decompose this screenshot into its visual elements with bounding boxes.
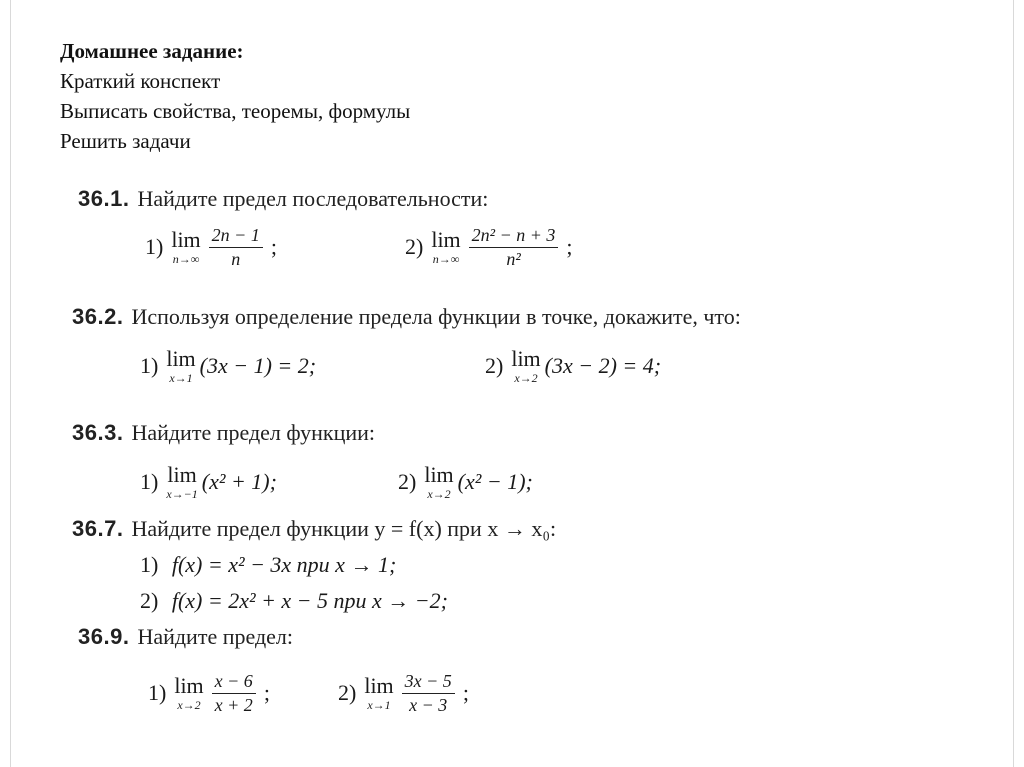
problem-36-9-item-1 bbox=[148, 672, 270, 715]
item-label: 1) bbox=[140, 353, 159, 378]
problem-36-3 bbox=[72, 420, 375, 446]
problem-text: Найдите предел функции: bbox=[131, 420, 375, 445]
fraction bbox=[209, 226, 263, 269]
problem-36-7 bbox=[72, 516, 556, 542]
item-label: 2) bbox=[485, 353, 504, 378]
limit-operator: lim x→1 bbox=[166, 346, 196, 385]
problem-number: 36.2. bbox=[72, 304, 124, 329]
limit-subscript: x→2 bbox=[177, 698, 201, 713]
fraction bbox=[212, 672, 256, 715]
problem-36-3-item-1 bbox=[140, 464, 277, 500]
limit-subscript: n→∞ bbox=[172, 252, 200, 267]
problem-36-2 bbox=[72, 304, 741, 330]
problem-36-1-item-1 bbox=[145, 226, 277, 269]
item-label: 1) bbox=[145, 234, 164, 260]
problem-text: Найдите предел функции y = f(x) при x → x₀: bbox=[131, 516, 557, 541]
item-end: ; bbox=[263, 680, 270, 706]
item-expression: f(x) = x² − 3x при x → 1; bbox=[171, 552, 397, 577]
item-expression: (x² + 1); bbox=[201, 469, 277, 494]
fraction-numerator: 2n² − n + 3 bbox=[469, 226, 559, 248]
limit-operator: lim x→2 bbox=[424, 462, 454, 501]
problem-36-1 bbox=[78, 186, 488, 212]
problem-number: 36.1. bbox=[78, 186, 130, 211]
fraction-numerator: 3x − 5 bbox=[402, 672, 455, 694]
item-expression: (3x − 1) = 2; bbox=[199, 353, 317, 378]
homework-title: Домашнее задание: bbox=[60, 39, 244, 63]
limit-operator: lim x→1 bbox=[364, 673, 394, 713]
item-label: 1) bbox=[140, 552, 159, 577]
fraction bbox=[402, 672, 455, 715]
fraction-denominator: x + 2 bbox=[214, 694, 253, 715]
problem-36-1-item-2 bbox=[405, 226, 573, 269]
item-label: 2) bbox=[405, 234, 424, 260]
problem-text: Найдите предел: bbox=[137, 624, 294, 649]
homework-line-solve: Решить задачи bbox=[60, 129, 191, 153]
slide-left-border bbox=[10, 0, 11, 767]
item-label: 1) bbox=[140, 469, 159, 494]
limit-operator: lim x→2 bbox=[174, 673, 204, 713]
limit-subscript: x→1 bbox=[169, 371, 193, 385]
item-end: ; bbox=[270, 234, 277, 260]
item-end: ; bbox=[566, 234, 573, 260]
problem-36-2-heading bbox=[72, 304, 741, 330]
problem-36-3-item-2 bbox=[398, 464, 533, 500]
limit-subscript: n→∞ bbox=[432, 252, 460, 267]
problem-text: Используя определение предела функции в точке, докажите, что: bbox=[131, 304, 741, 329]
problem-36-7-heading bbox=[72, 516, 556, 542]
problem-36-2-item-2 bbox=[485, 348, 661, 384]
fraction-numerator: 2n − 1 bbox=[209, 226, 263, 248]
problem-36-1-heading bbox=[78, 186, 488, 212]
item-expression: (x² − 1); bbox=[457, 469, 533, 494]
item-end: ; bbox=[462, 680, 469, 706]
limit-operator: lim x→−1 bbox=[166, 462, 198, 501]
problem-number: 36.3. bbox=[72, 420, 124, 445]
fraction-denominator: n² bbox=[506, 248, 521, 269]
homework-line-properties: Выписать свойства, теоремы, формулы bbox=[60, 99, 411, 123]
limit-subscript: x→−1 bbox=[166, 487, 198, 501]
fraction-numerator: x − 6 bbox=[212, 672, 256, 694]
limit-operator: lim n→∞ bbox=[431, 227, 461, 267]
problem-36-3-heading bbox=[72, 420, 375, 446]
fraction bbox=[469, 226, 559, 269]
item-label: 2) bbox=[398, 469, 417, 494]
limit-subscript: x→1 bbox=[367, 698, 391, 713]
problem-36-9-heading bbox=[78, 624, 293, 650]
problem-text: Найдите предел последовательности: bbox=[137, 186, 489, 211]
problem-number: 36.9. bbox=[78, 624, 130, 649]
problem-36-7-item-2 bbox=[140, 588, 448, 614]
item-expression: f(x) = 2x² + x − 5 при x → −2; bbox=[171, 588, 448, 613]
problem-36-9-item-2 bbox=[338, 672, 469, 715]
homework-block bbox=[60, 36, 410, 156]
limit-subscript: x→2 bbox=[514, 371, 538, 385]
item-expression: (3x − 2) = 4; bbox=[544, 353, 662, 378]
fraction-denominator: x − 3 bbox=[409, 694, 448, 715]
problem-number: 36.7. bbox=[72, 516, 124, 541]
problem-36-7-item-1 bbox=[140, 552, 396, 578]
fraction-denominator: n bbox=[231, 248, 241, 269]
limit-operator: lim x→2 bbox=[511, 346, 541, 385]
slide-right-border bbox=[1013, 0, 1014, 767]
limit-subscript: x→2 bbox=[427, 487, 451, 501]
item-label: 2) bbox=[338, 680, 357, 706]
item-label: 1) bbox=[148, 680, 167, 706]
item-label: 2) bbox=[140, 588, 159, 613]
limit-operator: lim n→∞ bbox=[171, 227, 201, 267]
problem-36-9 bbox=[78, 624, 293, 650]
homework-line-summary: Краткий конспект bbox=[60, 69, 221, 93]
problem-36-2-item-1 bbox=[140, 348, 316, 384]
